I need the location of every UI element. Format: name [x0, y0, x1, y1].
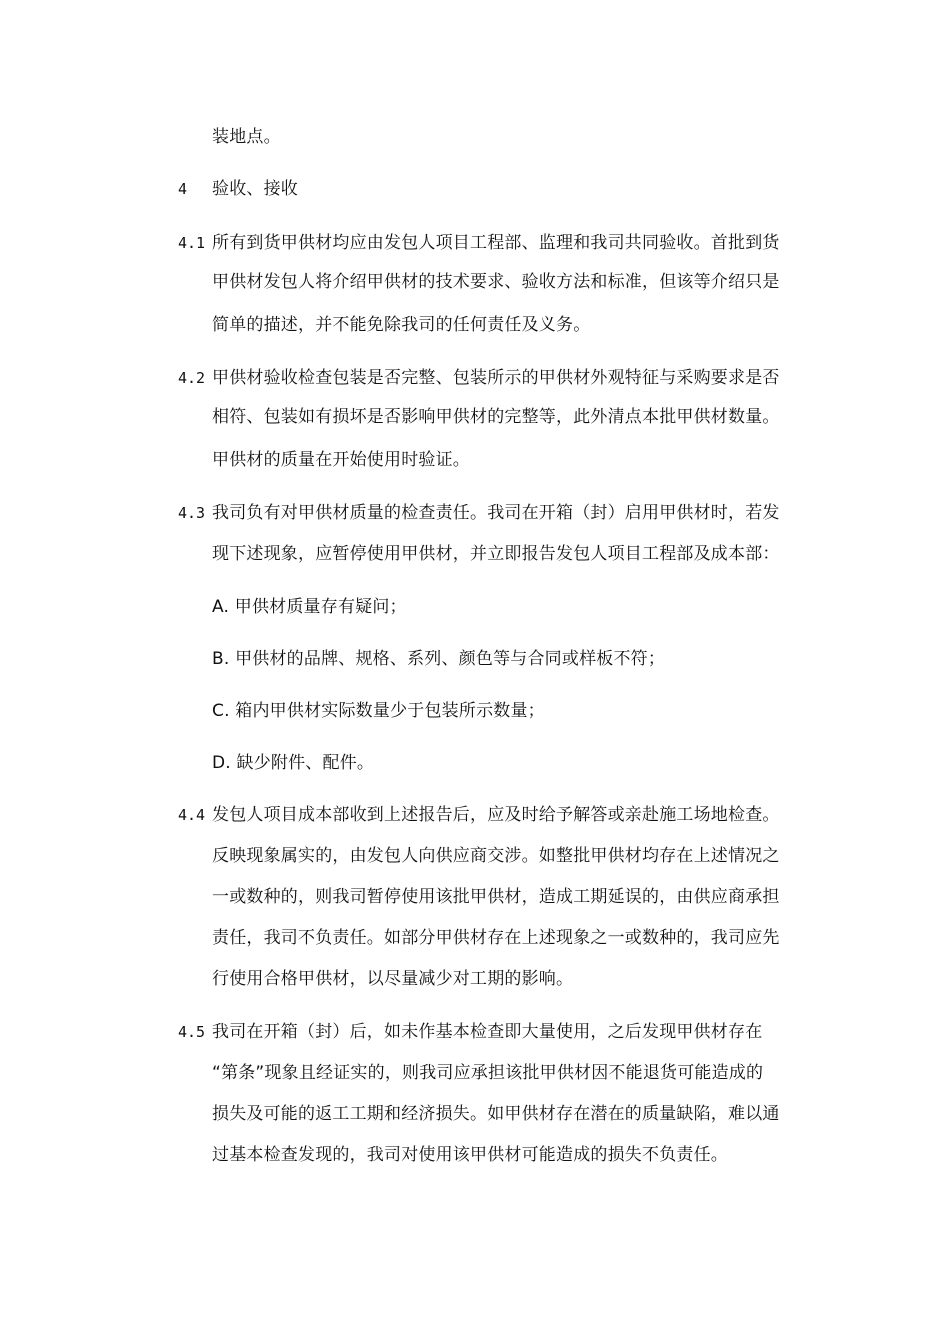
clause-number: 4.3 [178, 504, 206, 522]
clause-line: “第条”现象且经证实的，则我司应承担该批甲供材因不能退货可能造成的 [212, 1063, 764, 1083]
clause-line: 所有到货甲供材均应由发包人项目工程部、监理和我司共同验收。首批到货 [212, 233, 780, 253]
clause-line: 现下述现象，应暂停使用甲供材，并立即报告发包人项目工程部及成本部： [212, 544, 780, 564]
clause-line: 过基本检查发现的，我司对使用该甲供材可能造成的损失不负责任。 [212, 1145, 728, 1165]
list-item: A. 甲供材质量存有疑问； [212, 597, 407, 617]
clause-line: 相符、包装如有损坏是否影响甲供材的完整等，此外清点本批甲供材数量。 [212, 407, 780, 427]
list-item: C. 箱内甲供材实际数量少于包装所示数量； [212, 701, 545, 721]
clause-line: 责任，我司不负责任。如部分甲供材存在上述现象之一或数种的，我司应先 [212, 928, 780, 948]
list-item: B. 甲供材的品牌、规格、系列、颜色等与合同或样板不符； [212, 649, 666, 669]
clause-line: 发包人项目成本部收到上述报告后，应及时给予解答或亲赴施工场地检查。 [212, 805, 780, 825]
clause-line: 反映现象属实的，由发包人向供应商交涉。如整批甲供材均存在上述情况之 [212, 846, 780, 866]
clause-number: 4.2 [178, 369, 206, 387]
clause-line: 简单的描述，并不能免除我司的任何责任及义务。 [212, 315, 591, 335]
clause-line: 甲供材发包人将介绍甲供材的技术要求、验收方法和标准，但该等介绍只是 [212, 272, 780, 292]
section-number: 4 [178, 180, 188, 198]
continuation-line: 装地点。 [212, 127, 281, 147]
clause-line: 甲供材验收检查包装是否完整、包装所示的甲供材外观特征与采购要求是否 [212, 368, 780, 388]
clause-line: 甲供材的质量在开始使用时验证。 [212, 450, 470, 470]
clause-line: 我司在开箱（封）后，如未作基本检查即大量使用，之后发现甲供材存在 [212, 1022, 763, 1042]
clause-line: 一或数种的，则我司暂停使用该批甲供材，造成工期延误的，由供应商承担 [212, 887, 780, 907]
clause-line: 我司负有对甲供材质量的检查责任。我司在开箱（封）启用甲供材时，若发 [212, 503, 780, 523]
clause-line: 损失及可能的返工工期和经济损失。如甲供材存在潜在的质量缺陷，难以通 [212, 1104, 780, 1124]
section-title: 验收、接收 [212, 179, 298, 199]
clause-number: 4.5 [178, 1023, 206, 1041]
clause-number: 4.1 [178, 234, 206, 252]
clause-line: 行使用合格甲供材，以尽量减少对工期的影响。 [212, 969, 574, 989]
clause-number: 4.4 [178, 806, 206, 824]
list-item: D. 缺少附件、配件。 [212, 753, 375, 773]
